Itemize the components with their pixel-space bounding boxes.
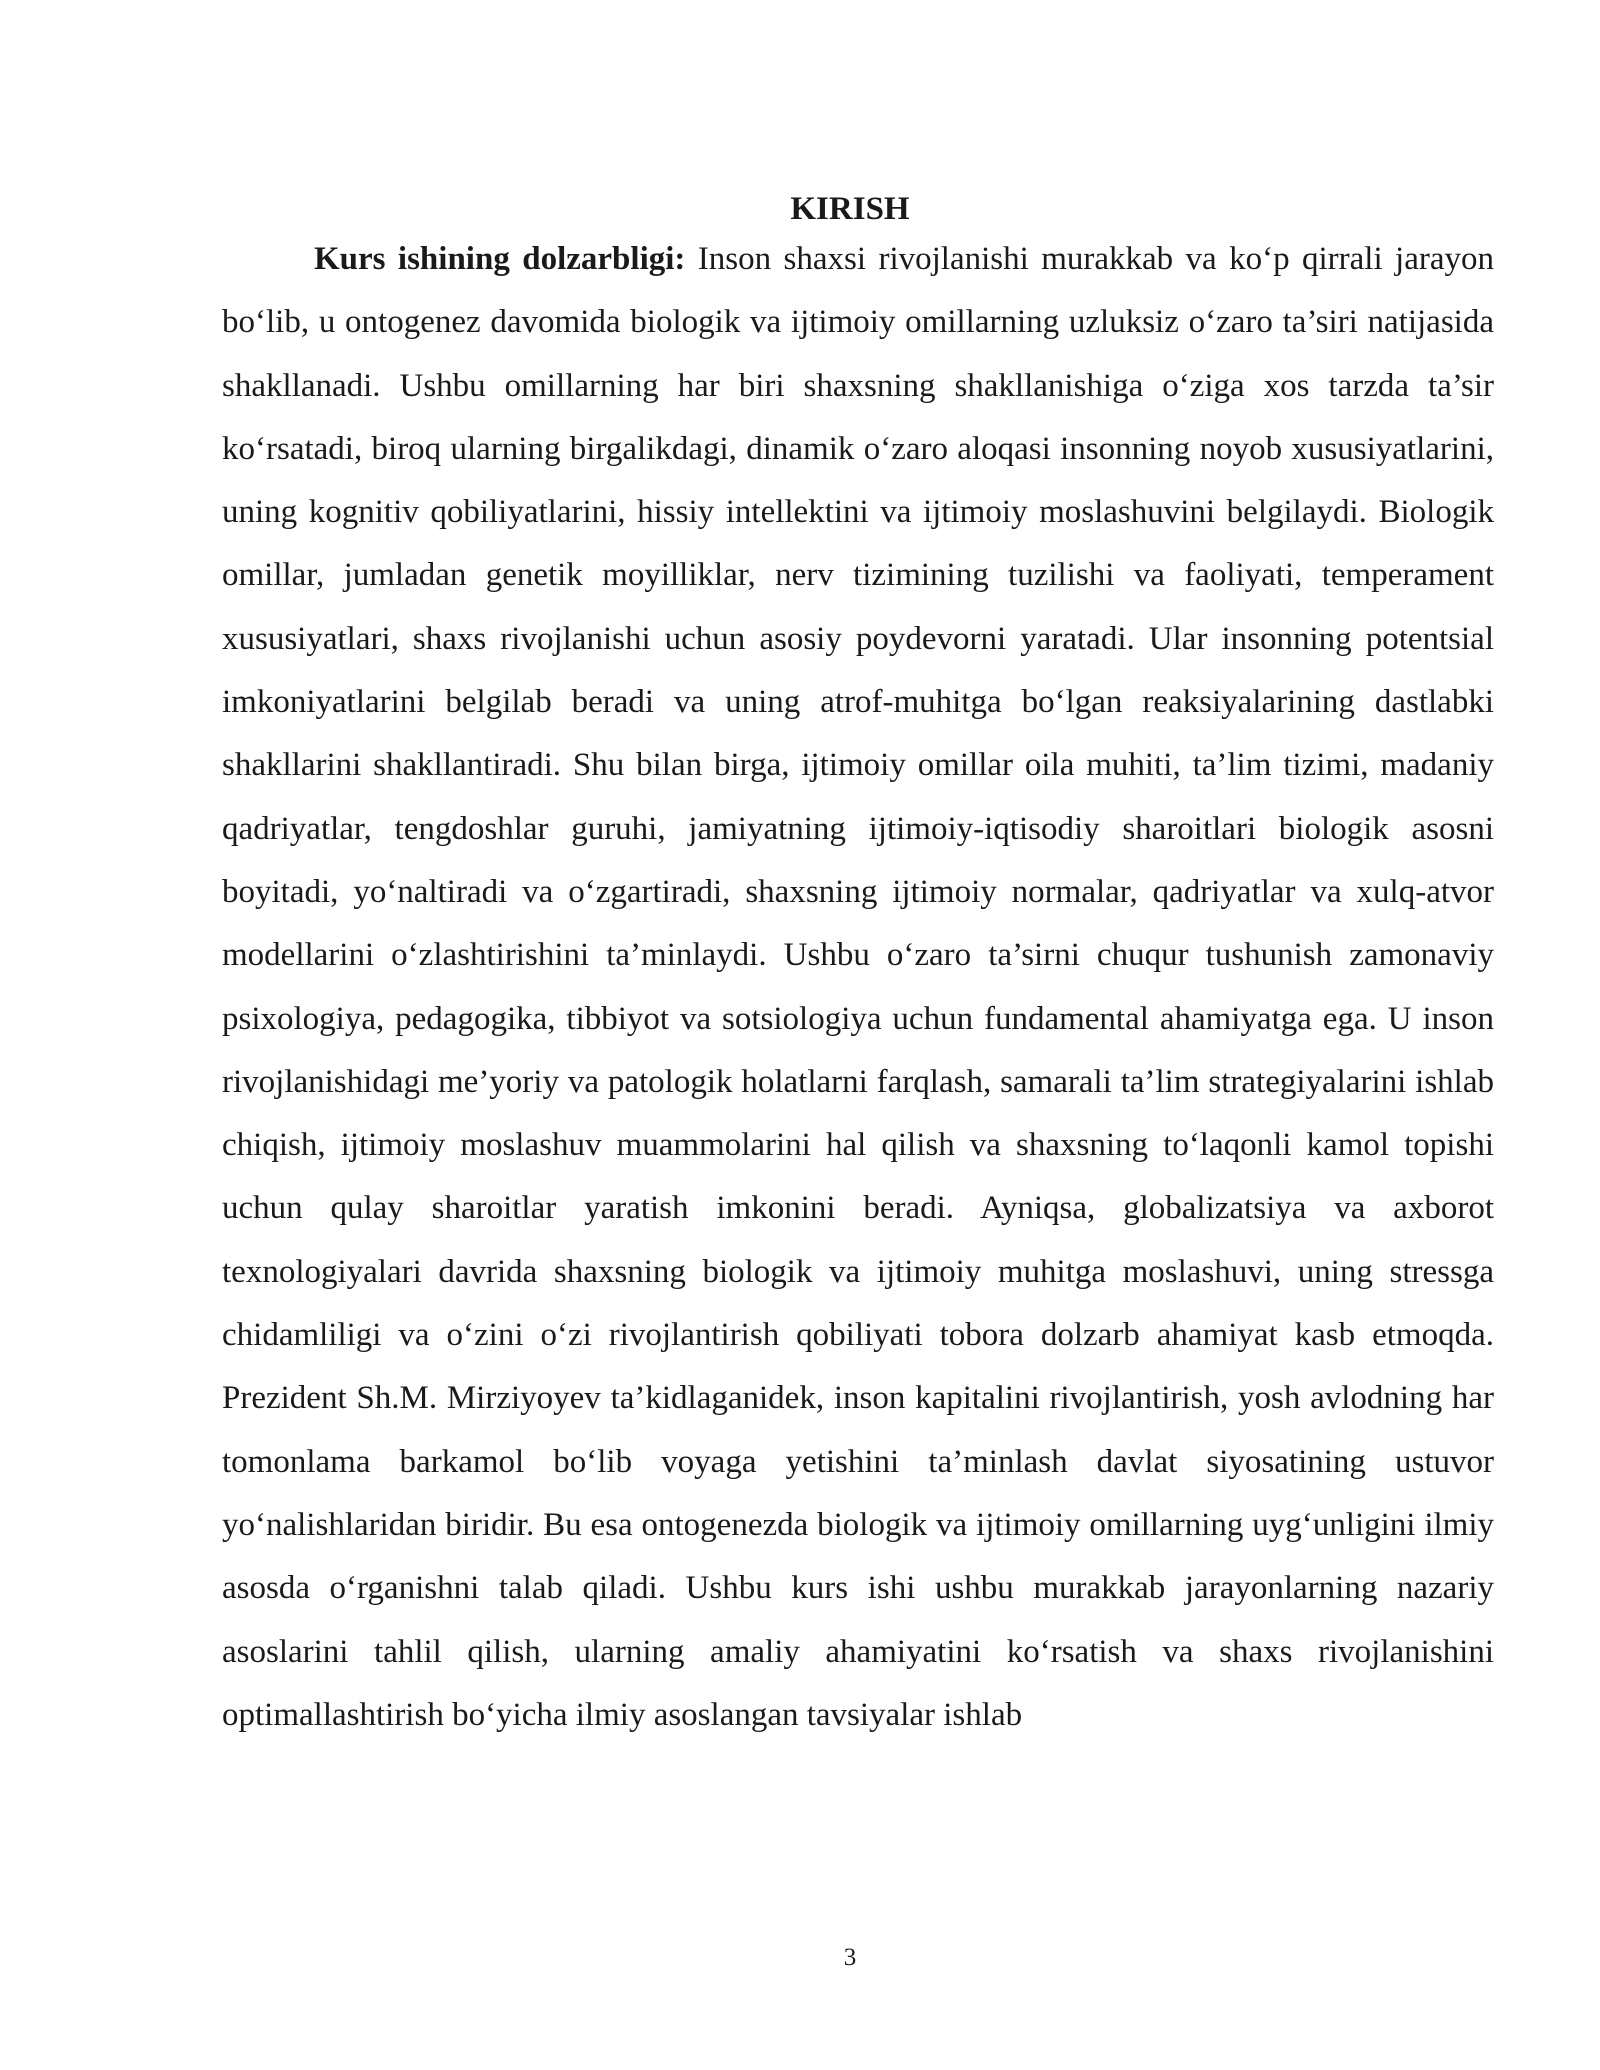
paragraph-text: Inson shaxsi rivojlanishi murakkab va ko‘p qirrali jarayon bo‘lib, u ontogenez davomida biologik va ijtimoiy omillarning uzluksiz o‘zaro ta’siri natijasida shakllanadi. Ushbu omillarning har biri shaxsning shakllanishiga o‘ziga xos tarzda ta’sir ko‘rsatadi, biroq ularning birgalikdagi, dinamik o‘zaro aloqasi insonning noyob xususiyatlarini, uning kognitiv qobiliyatlarini, hissiy intellektini va ijtimoiy moslashuvini belgilaydi. Biologik omillar, jumladan genetik moyilliklar, nerv tizimining tuzilishi va faoliyati, temperament xususiyatlari, shaxs rivojlanishi uchun asosiy poydevorni yaratadi. Ular insonning potentsial imkoniyatlarini belgilab beradi va uning atrof-muhitga bo‘lgan reaksiyalarining dastlabki shakllarini shakllantiradi. Shu bilan birga, ijtimoiy omillar oila muhiti, ta’lim tizimi, madaniy qadriyatlar, tengdoshlar guruhi, jamiyatning ijtimoiy-iqtisodiy sharoitlari biologik asosni boyitadi, yo‘naltiradi va o‘zgartiradi, shaxsning ijtimoiy normalar, qadriyatlar va xulq-atvor modellarini o‘zlashtirishini ta’minlaydi. Ushbu o‘zaro ta’sirni chuqur tushunish zamonaviy psixologiya, pedagogika, tibbiyot va sotsiologiya uchun fundamental ahamiyatga ega. U inson rivojlanishidagi me’yoriy va patologik holatlarni farqlash, samarali ta’lim strategiyalarini ishlab chiqish, ijtimoiy moslashuv muammolarini hal qilish va shaxsning to‘laqonli kamol topishi uchun qulay sharoitlar yaratish imkonini beradi. Ayniqsa, globalizatsiya va axborot texnologiyalari davrida shaxsning biologik va ijtimoiy muhitga moslashuvi, uning stressga chidamliligi va o‘zini o‘zi rivojlantirish qobiliyati tobora dolzarb ahamiyat kasb etmoqda. Prezident Sh.M. Mirziyoyev ta’kidlaganidek, inson kapitalini rivojlantirish, yosh avlodning har tomonlama barkamol bo‘lib voyaga yetishini ta’minlash davlat siyosatining ustuvor yo‘nalishlaridan biridir. Bu esa ontogenezda biologik va ijtimoiy omillarning uyg‘unligini ilmiy asosda o‘rganishni talab qiladi. Ushbu kurs ishi ushbu murakkab jarayonlarning nazariy asoslarini tahlil qilish, ularning amaliy ahamiyatini ko‘rsatish va shaxs rivojlanishini optimallashtirish bo‘yicha ilmiy asoslangan tavsiyalar ishlab	[222, 241, 1494, 1733]
page-number: 3	[843, 1944, 857, 1971]
section-heading: KIRISH	[790, 191, 910, 227]
body-paragraph	[222, 228, 1494, 1747]
paragraph-lead-label: Kurs ishining dolzarbligi:	[314, 241, 686, 277]
